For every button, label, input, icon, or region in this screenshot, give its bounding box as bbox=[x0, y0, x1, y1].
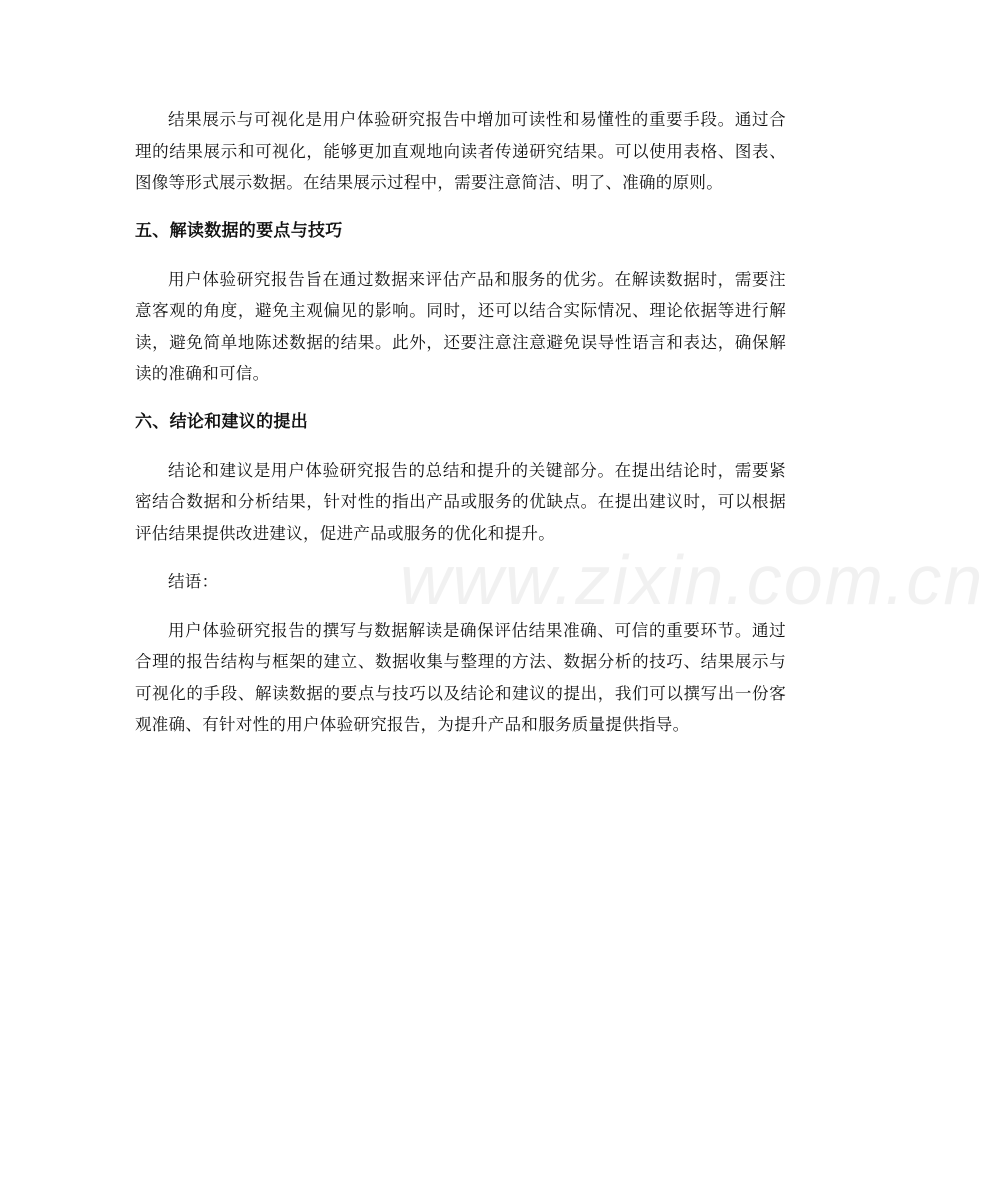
document-body bbox=[135, 104, 786, 741]
paragraph-visualization: 结果展示与可视化是用户体验研究报告中增加可读性和易懂性的重要手段。通过合理的结果展示和可视化，能够更加直观地向读者传递研究结果。可以使用表格、图表、图像等形式展示数据。在结果展示过程中，需要注意简洁、明了、准确的原则。 bbox=[135, 110, 786, 192]
paragraph-section-6: 结论和建议是用户体验研究报告的总结和提升的关键部分。在提出结论时，需要紧密结合数据和分析结果，针对性的指出产品或服务的优缺点。在提出建议时，可以根据评估结果提供改进建议，促进产品或服务的优化和提升。 bbox=[135, 460, 786, 543]
conclusion-label: 结语： bbox=[168, 572, 219, 591]
watermark: www.zixin.com.cn bbox=[400, 541, 984, 619]
section-heading-5: 五、解读数据的要点与技巧 bbox=[135, 220, 343, 241]
paragraph-section-5: 用户体验研究报告旨在通过数据来评估产品和服务的优劣。在解读数据时，需要注意客观的角度，避免主观偏见的影响。同时，还可以结合实际情况、理论依据等进行解读，避免简单地陈述数据的结果。此外，还要注意注意避免误导性语言和表达，确保解读的准确和可信。 bbox=[135, 269, 786, 383]
section-heading-6: 六、结论和建议的提出 bbox=[135, 411, 308, 432]
conclusion-paragraph: 用户体验研究报告的撰写与数据解读是确保评估结果准确、可信的重要环节。通过合理的报告结构与框架的建立、数据收集与整理的方法、数据分析的技巧、结果展示与可视化的手段、解读数据的要点与技巧以及结论和建议的提出，我们可以撰写出一份客观准确、有针对性的用户体验研究报告，为提升产品和服务质量提供指导。 bbox=[135, 620, 786, 734]
